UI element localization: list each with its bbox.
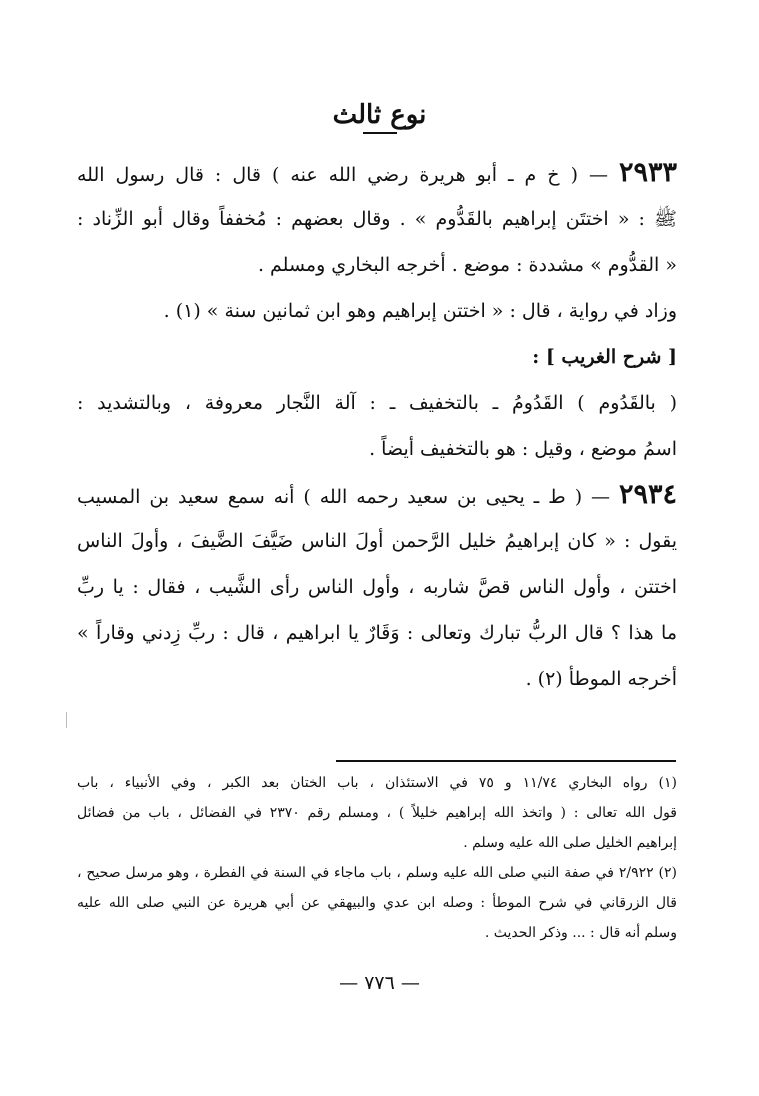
hadith-2934-line-2: يقول : « كان إبراهيمُ خليل الرَّحمن أولَ الناس ضَيَّفَ الضَّيفَ ، وأولَ الناس bbox=[77, 530, 677, 552]
footnote-divider bbox=[336, 760, 676, 762]
footnote-line: (١) رواه البخاري ١١/٧٤ و ٧٥ في الاستئذان ، باب الختان بعد الكبر ، وفي الأنبياء ، باب bbox=[77, 775, 677, 791]
hadith-2933-line-3: « القدُّوم » مشددة : موضع . أخرجه البخاري ومسلم . bbox=[257, 254, 677, 276]
hadith-number: ٢٩٣٣ bbox=[618, 157, 677, 188]
footnote-line: قول الله تعالى : ( واتخذ الله إبراهيم خليلاً ) ، ومسلم رقم ٢٣٧٠ في الفضائل ، باب من فضائل bbox=[77, 805, 677, 821]
hadith-2933-first-line: — ( خ م ـ أبو هريرة رضي الله عنه ) قال : قال رسول الله bbox=[77, 164, 619, 186]
hadith-2933-line-4: وزاد في رواية ، قال : « اختتن إبراهيم وهو ابن ثمانين سنة » (١) . bbox=[163, 300, 677, 322]
gharib-line-1: ( بالقَدُوم ) القَدُومُ ـ بالتخفيف ـ : آلة النَّجار معروفة ، وبالتشديد : bbox=[77, 392, 677, 414]
margin-mark bbox=[66, 712, 67, 728]
footnote-line: إبراهيم الخليل صلى الله عليه وسلم . bbox=[463, 835, 677, 851]
footnotes bbox=[77, 768, 677, 948]
footnote-line: قال الزرقاني في شرح الموطأ : وصله ابن عدي والبيهقي عن أبي هريرة عن النبي صلى الله عليه bbox=[77, 895, 677, 911]
hadith-2934-line-1 bbox=[77, 472, 677, 518]
hadith-2934-line-5: أخرجه الموطأ (٢) . bbox=[525, 668, 677, 690]
footnote-line: وسلم أنه قال : ... وذكر الحديث . bbox=[484, 925, 677, 941]
section-title-wrap bbox=[333, 100, 427, 138]
hadith-2934-line-3: اختتن ، وأول الناس قصَّ شاربه ، وأول الناس رأى الشَّيب ، فقال : يا ربِّ bbox=[77, 576, 677, 598]
main-text bbox=[77, 150, 677, 702]
hadith-2933-line-2: ﷺ : « اختتَن إبراهيم بالقَدُّوم » . وقال بعضهم : مُخففاً وقال أبو الزِّناد : bbox=[77, 208, 677, 230]
gharib-line-2: اسمُ موضع ، وقيل : هو بالتخفيف أيضاً . bbox=[369, 438, 677, 460]
page-number: — ٧٧٦ — bbox=[339, 972, 420, 994]
hadith-2934-first-line: — ( ط ـ يحيى بن سعيد رحمه الله ) أنه سمع سعيد بن المسيب bbox=[77, 486, 619, 508]
gharib-heading: [ شرح الغريب ] : bbox=[532, 346, 677, 368]
section-title-text: نوع ثالث bbox=[332, 100, 427, 130]
section-title bbox=[0, 100, 759, 138]
footnote-line: (٢) ٢/٩٢٢ في صفة النبي صلى الله عليه وسلم ، باب ماجاء في السنة في الفطرة ، وهو مرسل صحيح ، bbox=[77, 865, 677, 881]
title-underline bbox=[363, 132, 397, 134]
hadith-2934-line-4: ما هذا ؟ قال الربُّ تبارك وتعالى : وَقَارٌ يا ابراهيم ، قال : ربِّ زِدني وقاراً » bbox=[77, 622, 677, 644]
hadith-2933-line-1 bbox=[77, 150, 677, 196]
hadith-number: ٢٩٣٤ bbox=[618, 479, 677, 510]
